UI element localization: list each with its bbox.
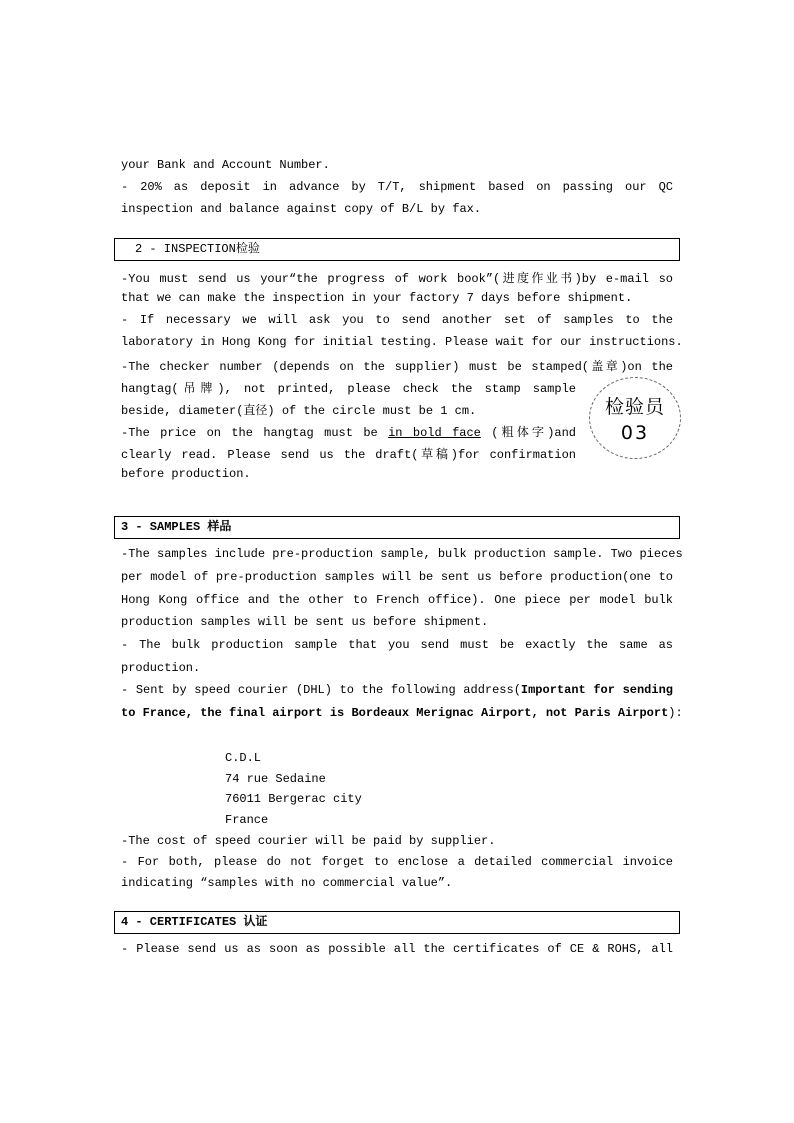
courier-text: - Sent by speed courier (DHL) to the following address( bbox=[121, 683, 521, 697]
samples-line-6: production. bbox=[121, 661, 201, 675]
section-2-heading bbox=[114, 238, 680, 261]
samples-line-11: indicating “samples with no commercial value”. bbox=[121, 876, 453, 890]
airport-text-end: ): bbox=[668, 706, 683, 720]
price-text-a: -The price on the hangtag must be bbox=[121, 426, 378, 440]
bold-face-text: in bold face bbox=[388, 426, 481, 440]
samples-line-1: -The samples include pre-production sample, bulk production sample. Two pieces bbox=[121, 547, 683, 561]
samples-line-7 bbox=[121, 683, 673, 697]
intro-line-3: inspection and balance against copy of B/L by fax. bbox=[121, 202, 482, 216]
samples-line-5: - The bulk production sample that you send must be exactly the same as bbox=[121, 638, 673, 652]
price-text-c: (粗体字)and bbox=[491, 426, 577, 440]
section-4-heading bbox=[114, 911, 680, 934]
checker-stamp-sample bbox=[589, 377, 681, 459]
address-line-4: France bbox=[225, 813, 269, 827]
stamp-label: 检验员 bbox=[604, 396, 665, 418]
intro-line-1: your Bank and Account Number. bbox=[121, 158, 330, 172]
important-text: Important for sending bbox=[520, 683, 673, 697]
stamp-number: 03 bbox=[620, 422, 650, 444]
address-line-3: 76011 Bergerac city bbox=[225, 792, 362, 806]
samples-line-9: -The cost of speed courier will be paid by supplier. bbox=[121, 834, 496, 848]
samples-line-3: Hong Kong office and the other to French office). One piece per model bulk bbox=[121, 593, 673, 607]
inspection-line-9: clearly read. Please send us the draft(草稿)for confirmation bbox=[121, 448, 576, 462]
inspection-line-2: that we can make the inspection in your factory 7 days before shipment. bbox=[121, 291, 633, 305]
inspection-line-6: hangtag(吊牌), not printed, please check the stamp sample bbox=[121, 382, 576, 396]
inspection-line-3: - If necessary we will ask you to send another set of samples to the bbox=[121, 313, 673, 327]
address-line-2: 74 rue Sedaine bbox=[225, 772, 326, 786]
samples-line-2: per model of pre-production samples will be sent us before production(one to bbox=[121, 570, 673, 584]
intro-line-2: - 20% as deposit in advance by T/T, shipment based on passing our QC bbox=[121, 180, 673, 194]
section-3-title: 3 - SAMPLES 样品 bbox=[121, 520, 232, 534]
airport-text: to France, the final airport is Bordeaux Merignac Airport, not Paris Airport bbox=[121, 706, 669, 720]
samples-line-8 bbox=[121, 706, 683, 720]
inspection-line-8 bbox=[121, 423, 576, 440]
section-4-title: 4 - CERTIFICATES 认证 bbox=[121, 915, 268, 929]
inspection-line-5: -The checker number (depends on the supplier) must be stamped(盖章)on the bbox=[121, 360, 673, 374]
inspection-line-10: before production. bbox=[121, 467, 251, 481]
section-3-heading bbox=[114, 516, 680, 539]
inspection-line-1: -You must send us your“the progress of work book”(进度作业书)by e-mail so bbox=[121, 272, 673, 286]
samples-line-4: production samples will be sent us before shipment. bbox=[121, 615, 489, 629]
samples-line-10: - For both, please do not forget to enclose a detailed commercial invoice bbox=[121, 855, 673, 869]
address-line-1: C.D.L bbox=[225, 751, 262, 765]
certificates-line-1: - Please send us as soon as possible all the certificates of CE & ROHS, all bbox=[121, 942, 673, 956]
inspection-line-4: laboratory in Hong Kong for initial testing. Please wait for our instructions. bbox=[121, 335, 683, 349]
inspection-line-7: beside, diameter(直径) of the circle must be 1 cm. bbox=[121, 404, 477, 418]
section-2-title: 2 - INSPECTION检验 bbox=[135, 242, 260, 256]
